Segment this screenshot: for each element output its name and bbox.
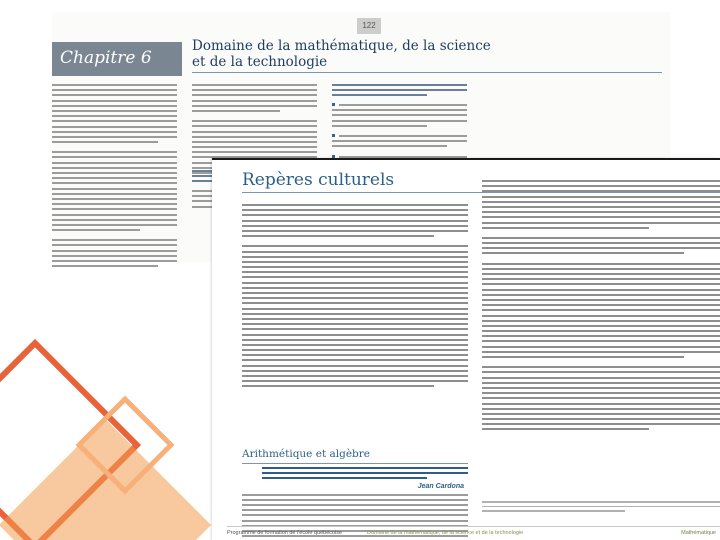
title-rule [192,72,662,73]
section-title: Repères culturels [242,170,395,190]
page-top-border [212,158,720,160]
slide-decoration [0,300,240,540]
subsection-title: Arithmétique et algèbre [242,448,371,460]
footer-center: Domaine de la mathématique, de la science et de la technologie [367,530,524,536]
chapter-title: Domaine de la mathématique, de la science et de la technologie [192,38,491,70]
page-footer [227,526,720,540]
page2-footnote [482,501,720,515]
chapter-label: Chapitre 6 [52,42,182,76]
quote-author: Jean Cardona [417,482,464,490]
page2-column-1-text [242,204,468,391]
page2-column-2-text [482,180,720,434]
epigraph-quote [262,467,468,479]
page1-column-1-text [52,84,177,270]
footer-left: Programme de formation de l'école québécoise [227,530,343,536]
footer-right: Mathématique [681,530,716,536]
page-number: 122 [357,18,381,34]
scanned-page-reperes-culturels [212,158,720,540]
